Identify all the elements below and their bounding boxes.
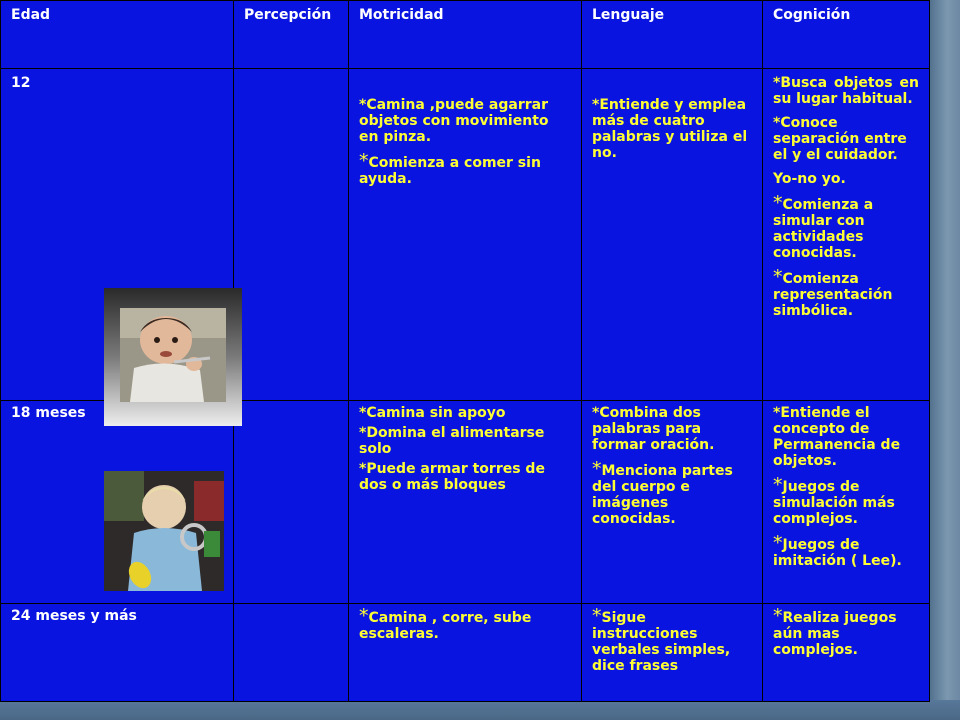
cognicion-item: *Busca objetos en su lugar habitual. [773,75,919,107]
star-mark: * [592,605,602,627]
star-mark: * [773,474,783,496]
lenguaje-cell [582,401,763,604]
baby-eating-illustration [104,288,242,426]
motricidad-cell [349,69,582,401]
background-bottom-band [0,700,960,720]
lenguaje-cell [582,69,763,401]
header-percepcion: Percepción [234,1,349,69]
header-row [1,1,930,69]
cognicion-item: *Comienza representación simbólica. [773,266,893,319]
age-label: 12 [11,75,31,91]
background-right-band [928,0,960,720]
toddler-playing-photo [104,471,224,591]
age-label: 24 meses y más [11,608,137,624]
header-motricidad: Motricidad [349,1,582,69]
cognicion-cell [763,69,930,401]
star-mark: * [359,605,369,627]
lenguaje-cell [582,604,763,702]
motricidad-item: *Camina , corre, sube escaleras. [359,605,532,642]
age-cell [1,604,234,702]
toddler-playing-illustration [104,471,224,591]
percepcion-cell [234,604,349,702]
motricidad-item: *Puede armar torres de dos o más bloques [359,461,545,493]
cognicion-item: Yo-no yo. [773,171,846,187]
star-mark: * [773,605,783,627]
star-mark: * [592,458,602,480]
star-mark: * [359,150,369,172]
header-cognicion: Cognición [763,1,930,69]
cognicion-item: *Realiza juegos aún mas complejos. [773,605,897,658]
cognicion-item: *Conoce separación entre el y el cuidador. [773,115,907,163]
cognicion-cell [763,604,930,702]
percepcion-cell [234,401,349,604]
header-lenguaje: Lenguaje [582,1,763,69]
motricidad-cell [349,604,582,702]
lenguaje-item: *Entiende y emplea más de cuatro palabras y utiliza el no. [592,97,748,161]
cognicion-cell [763,401,930,604]
motricidad-cell [349,401,582,604]
percepcion-cell [234,69,349,401]
lenguaje-item: *Combina dos palabras para formar oración. [592,405,715,453]
baby-eating-photo [104,288,242,426]
lenguaje-item: *Sigue instrucciones verbales simples, dice frases [592,605,731,674]
motricidad-item: *Camina ,puede agarrar objetos con movimiento en pinza. [359,97,549,145]
star-mark: * [773,532,783,554]
lenguaje-item: *Menciona partes del cuerpo e imágenes conocidas. [592,458,733,527]
motricidad-item: *Comienza a comer sin ayuda. [359,150,541,187]
motricidad-item: *Camina sin apoyo [359,405,506,421]
cognicion-item: *Comienza a simular con actividades conocidas. [773,192,874,261]
star-mark: * [773,266,783,288]
age-label: 18 meses [11,405,86,421]
cognicion-item: *Juegos de simulación más complejos. [773,474,895,527]
motricidad-item: *Domina el alimentarse solo [359,425,545,457]
header-edad: Edad [1,1,234,69]
star-mark: * [773,192,783,214]
cognicion-item: *Entiende el concepto de Permanencia de objetos. [773,405,901,469]
cognicion-item: *Juegos de imitación ( Lee). [773,532,902,569]
table-row [1,604,930,702]
